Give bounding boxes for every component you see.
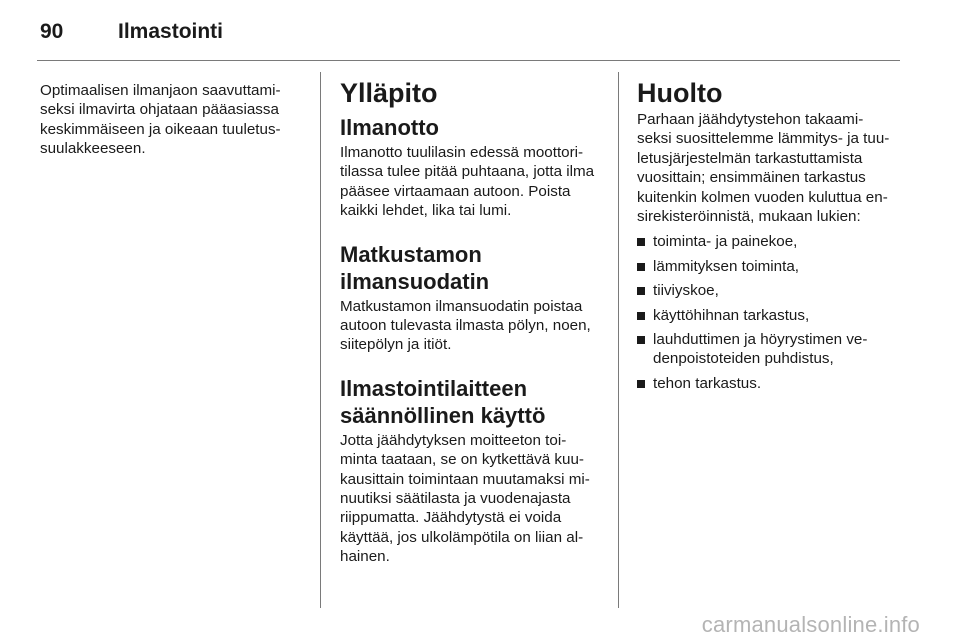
section-title-yllapito: Ylläpito bbox=[340, 78, 438, 108]
text-line: kausittain toimintaan muutamaksi mi- bbox=[340, 470, 590, 488]
text-line: toiminta- ja painekoe, bbox=[653, 233, 798, 251]
list-item bbox=[637, 374, 907, 393]
text-line: hainen. bbox=[340, 548, 390, 566]
inspection-list bbox=[637, 232, 907, 393]
column-right bbox=[637, 78, 907, 398]
chapter-title: Ilmastointi bbox=[118, 20, 224, 43]
list-item bbox=[637, 232, 907, 251]
text-line: nuutiksi säätilasta ja vuodenajasta bbox=[340, 490, 571, 508]
text-line: Ilmanotto tuulilasin edessä moottori- bbox=[340, 144, 584, 161]
list-item bbox=[637, 281, 907, 300]
heading-line: Matkustamon bbox=[340, 241, 482, 267]
heading-line: Ilmastointilaitteen bbox=[340, 375, 528, 401]
text-line: seksi suosittelemme lämmitys- ja tuu- bbox=[637, 130, 890, 148]
text-line: käyttää, jos ulkolämpötila on liian al- bbox=[340, 528, 584, 546]
text-line: keskimmäiseen ja oikeaan tuuletus- bbox=[40, 120, 281, 138]
text-line: tiiviyskoe, bbox=[653, 282, 719, 300]
text-line: letusjärjestelmän tarkastuttamista bbox=[637, 149, 863, 167]
text-line: seksi ilmavirta ohjataan pääasiassa bbox=[40, 101, 279, 119]
paragraph-kaytto bbox=[340, 431, 610, 567]
text-line: tehon tarkastus. bbox=[653, 374, 762, 392]
square-bullet-icon bbox=[637, 238, 645, 246]
column-left bbox=[40, 81, 310, 159]
heading-line: ilmansuodatin bbox=[340, 268, 490, 294]
subheading-ilmanotto bbox=[340, 114, 610, 141]
square-bullet-icon bbox=[637, 312, 645, 320]
text-line: Parhaan jäähdytystehon takaami- bbox=[637, 111, 864, 128]
text-line: kuitenkin kolmen vuoden kuluttua en- bbox=[637, 188, 888, 206]
list-item bbox=[637, 330, 907, 369]
text-line: pääsee virtaamaan autoon. Poista bbox=[340, 182, 571, 200]
text-line: Jotta jäähdytyksen moitteeton toi- bbox=[340, 431, 567, 449]
column-divider-2 bbox=[618, 72, 619, 608]
text-line: siitepölyn ja itiöt. bbox=[340, 336, 452, 354]
text-line: minta taataan, se on kytkettävä kuu- bbox=[340, 451, 584, 469]
text-line: käyttöhihnan tarkastus, bbox=[653, 306, 810, 324]
text-line: vuosittain; ensimmäinen tarkastus bbox=[637, 169, 866, 187]
paragraph-huolto bbox=[637, 110, 907, 226]
square-bullet-icon bbox=[637, 380, 645, 388]
section-title-huolto: Huolto bbox=[637, 78, 723, 108]
text-line: tilassa tulee pitää puhtaana, jotta ilma bbox=[340, 163, 595, 181]
watermark: carmanualsonline.info bbox=[701, 612, 920, 637]
column-divider-1 bbox=[320, 72, 321, 608]
column-middle bbox=[340, 78, 610, 567]
subheading-ilmansuodatin bbox=[340, 241, 610, 295]
paragraph-ilmansuodatin bbox=[340, 297, 610, 355]
subheading-kaytto bbox=[340, 375, 610, 429]
square-bullet-icon bbox=[637, 287, 645, 295]
heading-line: säännöllinen käyttö bbox=[340, 402, 546, 428]
text-line: denpoistoteiden puhdistus, bbox=[653, 350, 834, 368]
intro-paragraph bbox=[40, 81, 310, 159]
text-line: Matkustamon ilmansuodatin poistaa bbox=[340, 297, 583, 315]
text-line: riippumatta. Jäähdytystä ei voida bbox=[340, 509, 562, 527]
text-line: kaikki lehdet, lika tai lumi. bbox=[340, 202, 512, 220]
page-number: 90 bbox=[40, 20, 64, 43]
text-line: lauhduttimen ja höyrystimen ve- bbox=[653, 331, 868, 349]
text-line: Optimaalisen ilmanjaon saavuttami- bbox=[40, 82, 281, 99]
text-line: sirekisteröinnistä, mukaan lukien: bbox=[637, 208, 861, 226]
text-line: lämmityksen toiminta, bbox=[653, 257, 800, 275]
text-line: suulakkeeseen. bbox=[40, 140, 146, 158]
square-bullet-icon bbox=[637, 336, 645, 344]
text-line: autoon tulevasta ilmasta pölyn, noen, bbox=[340, 317, 591, 335]
list-item bbox=[637, 306, 907, 325]
header-rule bbox=[37, 60, 900, 61]
paragraph-ilmanotto bbox=[340, 143, 610, 221]
list-item bbox=[637, 257, 907, 276]
page-header bbox=[40, 16, 223, 48]
square-bullet-icon bbox=[637, 263, 645, 271]
heading-line: Ilmanotto bbox=[340, 115, 439, 140]
